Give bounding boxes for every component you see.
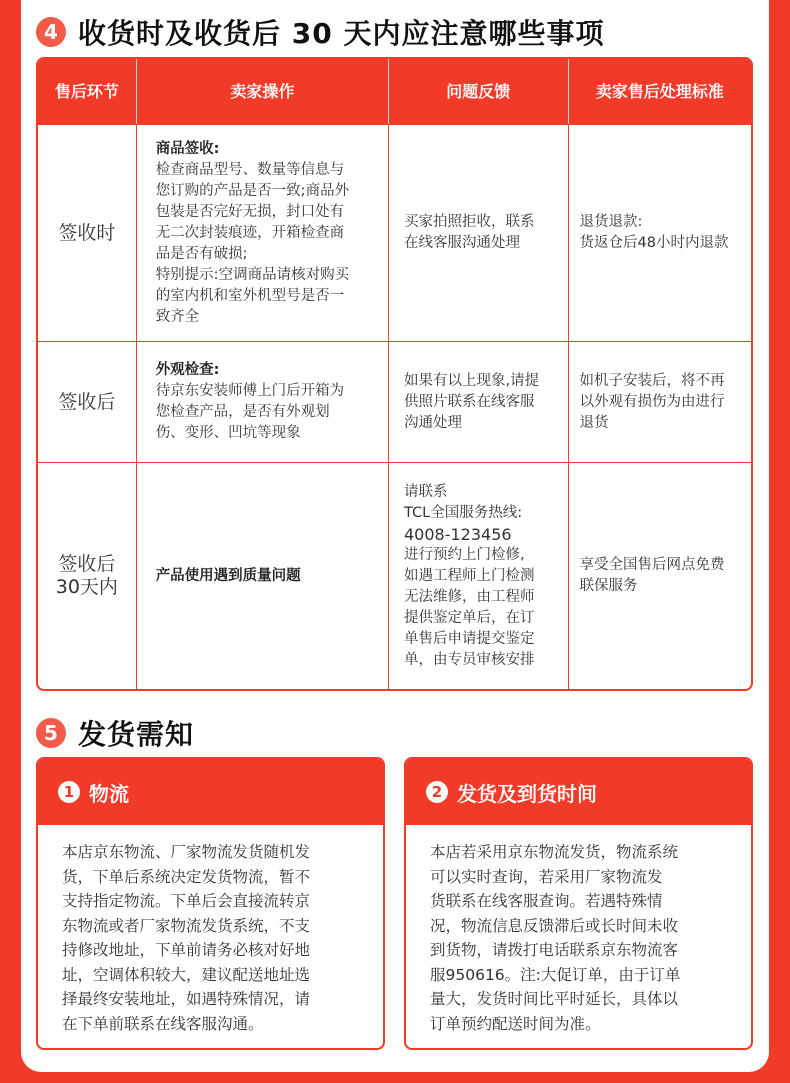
- card-header: [406, 759, 751, 825]
- row-stage: 签收后 30天内: [38, 463, 137, 689]
- row-operation: [137, 463, 389, 689]
- section4-number-badge: 4: [36, 17, 66, 47]
- row-stage: 签收后: [38, 342, 137, 462]
- card-number-badge: 1: [58, 781, 80, 803]
- card-header: [38, 759, 383, 825]
- section5-number-badge: 5: [36, 718, 66, 748]
- section4-title: 收货时及收货后 30 天内应注意哪些事项: [78, 17, 605, 50]
- table-row: [38, 341, 751, 462]
- row-standard: 退货退款: 货返仓后48小时内退款: [579, 214, 729, 251]
- row-operation: 外观检查: 待京东安装师傅上门后开箱为 您检查产品，是否有外观划 伤、变形、凹坑等现象: [137, 342, 389, 462]
- header-seller-operation: 卖家操作: [137, 59, 389, 124]
- operation-title: 外观检查:: [155, 362, 220, 378]
- card-title: 发货及到货时间: [457, 781, 597, 806]
- row-feedback: 如果有以上现象,请提 供照片联系在线客服 沟通处理: [389, 342, 569, 462]
- header-stage: 售后环节: [38, 59, 137, 124]
- section4-heading: [36, 12, 604, 52]
- row-standard: 如机子安装后，将不再 以外观有损伤为由进行 退货: [579, 372, 725, 431]
- row-feedback: 请联系 TCL全国服务热线: 4008-123456 进行预约上门检修, 如遇工程师上门检测 无法维修，由工程师 提供鉴定单后，在订 单售后申请提交鉴定 单，由专员审核安排: [389, 463, 569, 689]
- after-sales-table: [36, 57, 753, 691]
- table-row: [38, 462, 751, 689]
- operation-title: 产品使用遇到质量问题: [155, 567, 301, 584]
- logistics-card: [36, 757, 385, 1050]
- card-title: 物流: [89, 781, 129, 806]
- header-feedback: 问题反馈: [389, 59, 569, 124]
- table-row: [38, 124, 751, 341]
- row-operation: 商品签收: 检查商品型号、数量等信息与 您订购的产品是否一致;商品外 包装是否完好无损，封口处有 无二次封装痕迹，开箱检查商 品是否有破损; 特别提示:空调商品请核对购买 的室内机和室外机型号是否一 致齐全: [137, 125, 389, 341]
- section5-heading: [36, 713, 194, 753]
- row-standard: 享受全国售后网点免费 联保服务: [579, 557, 725, 594]
- delivery-time-card: [404, 757, 753, 1050]
- card-body: 本店若采用京东物流发货，物流系统 可以实时查询，若采用厂家物流发 货联系在线客服查询。若遇特殊情 况，物流信息反馈滞后或长时间未收 到货物，请拨打电话联系京东物流客 服950616。注:大促订单，由于订单 量大，发货时间比平时延长，具体以 订单预约配送时间为准。: [430, 843, 681, 1033]
- card-body: 本店京东物流、厂家物流发货随机发 货，下单后系统决定发货物流，暂不 支持指定物流。下单后会直接流转京 东物流或者厂家物流发货系统，不支 持修改地址，下单前请务必核对好地 址，空调体积较大，建议配送地址选 择最终安装地址，如遇特殊情况，请 在下单前联系在线客服沟通。: [62, 843, 311, 1033]
- row-feedback: 买家拍照拒收，联系 在线客服沟通处理: [389, 125, 569, 341]
- service-hotline: 4008-123456: [404, 524, 512, 544]
- card-number-badge: 2: [426, 781, 448, 803]
- operation-title: 商品签收:: [155, 140, 220, 157]
- table-header-row: [38, 59, 751, 124]
- header-standard: 卖家售后处理标准: [595, 82, 724, 101]
- row-stage: 签收时: [38, 125, 137, 341]
- section5-title: 发货需知: [78, 718, 195, 751]
